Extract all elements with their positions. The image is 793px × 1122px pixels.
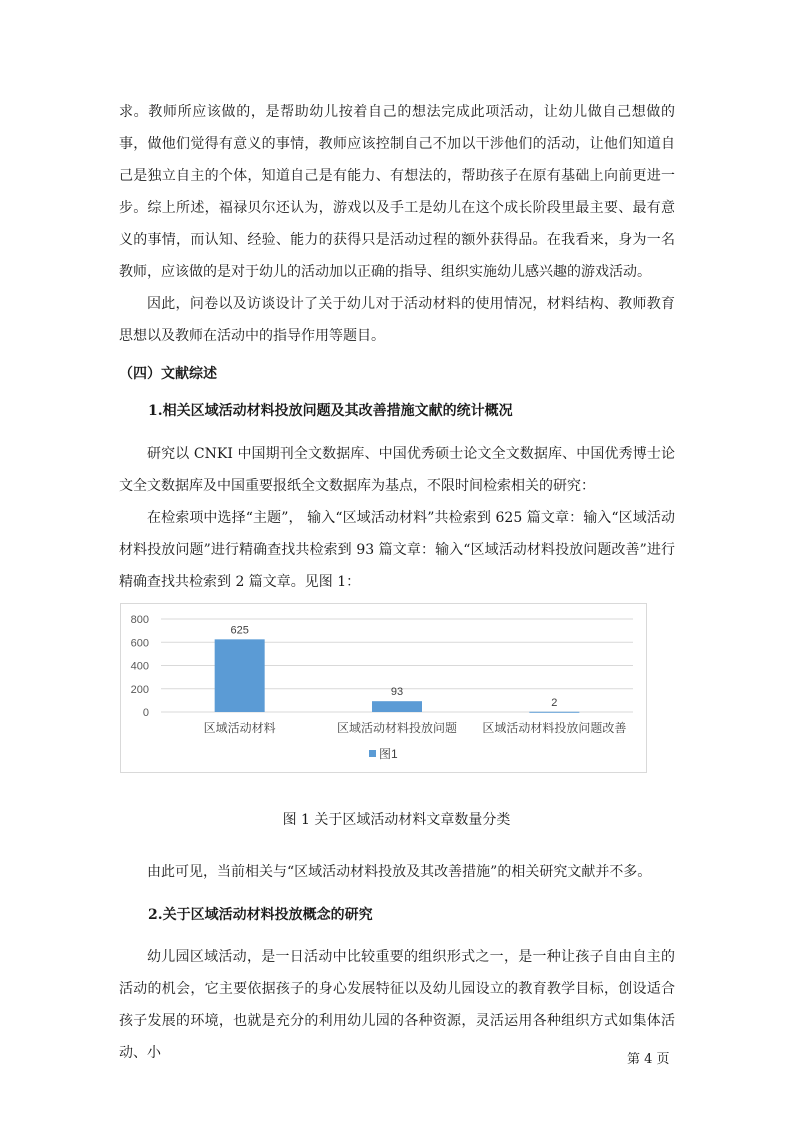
- subsection-heading-2: 2.关于区域活动材料投放概念的研究: [148, 907, 373, 923]
- legend-label: 图1: [379, 747, 398, 761]
- data-label: 93: [390, 686, 404, 699]
- section-heading-4: （四）文献综述: [119, 366, 217, 382]
- chart-bar: [215, 639, 265, 712]
- paragraph-block-2: [119, 438, 675, 598]
- paragraph-5: 由此可见，当前相关与“区域活动材料投放及其改善措施”的相关研究文献并不多。: [147, 864, 652, 880]
- x-tick-label: 区域活动材料投放问题: [336, 721, 458, 735]
- bar-chart: [120, 603, 647, 773]
- chart-bar: [529, 712, 579, 713]
- paragraph-block-3: [119, 856, 675, 888]
- data-label: 625: [230, 624, 249, 637]
- x-tick-label: 区域活动材料投放问题改善: [482, 721, 627, 735]
- x-tick-label: 区域活动材料: [203, 721, 276, 735]
- y-tick-label: 600: [130, 637, 149, 650]
- chart-bar: [372, 701, 422, 712]
- chart-svg: [121, 604, 648, 774]
- y-tick-label: 0: [142, 707, 149, 719]
- paragraph-6: 幼儿园区域活动，是一日活动中比较重要的组织形式之一，是一种让孩子自由自主的活动的机会，它主要依据孩子的身心发展特征以及幼儿园设立的教育教学目标，创设适合孩子发展的环境，也就是充分的利用幼儿园的各种资源，灵活运用各种组织方式如集体活动、小: [119, 949, 675, 1061]
- y-tick-label: 400: [130, 660, 149, 673]
- page-number: 第 4 页: [627, 1052, 670, 1067]
- paragraph-1: 求。教师所应该做的，是帮助幼儿按着自己的想法完成此项活动，让幼儿做自己想做的事，做他们觉得有意义的事情，教师应该控制自己不加以干涉他们的活动，让他们知道自己是独立自主的个体，知道自己是有能力、有想法的，帮助孩子在原有基础上向前更进一步。综上所述，福禄贝尔还认为，游戏以及手工是幼儿在这个成长阶段里最主要、最有意义的事情，而认知、经验、能力的获得只是活动过程的额外获得品。在我看来，身为一名教师，应该做的是对于幼儿的活动加以正确的指导、组织实施幼儿感兴趣的游戏活动。: [119, 104, 675, 280]
- paragraph-block-4: [119, 941, 675, 1069]
- figure-caption: 图 1 关于区域活动材料文章数量分类: [282, 812, 511, 828]
- y-tick-label: 800: [130, 614, 149, 626]
- data-label: 2: [551, 696, 558, 709]
- subsection-heading-1: 1.相关区域活动材料投放问题及其改善措施文献的统计概况: [148, 403, 513, 419]
- paragraph-2: 因此，问卷以及访谈设计了关于幼儿对于活动材料的使用情况，材料结构、教师教育思想以及教师在活动中的指导作用等题目。: [119, 296, 675, 344]
- legend-swatch: [369, 750, 376, 757]
- paragraph-block-1: [119, 96, 675, 352]
- paragraph-3: 研究以 CNKI 中国期刊全文数据库、中国优秀硕士论文全文数据库、中国优秀博士论文全文数据库及中国重要报纸全文数据库为基点，不限时间检索相关的研究：: [119, 446, 675, 494]
- y-tick-label: 200: [130, 683, 149, 696]
- paragraph-4: 在检索项中选择“主题”， 输入“区域活动材料”共检索到 625 篇文章：输入“区域活动材料投放问题”进行精确查找共检索到 93 篇文章：输入“区域活动材料投放问题改善”进行精确查找共检索到 2 篇文章。见图 1：: [119, 510, 675, 590]
